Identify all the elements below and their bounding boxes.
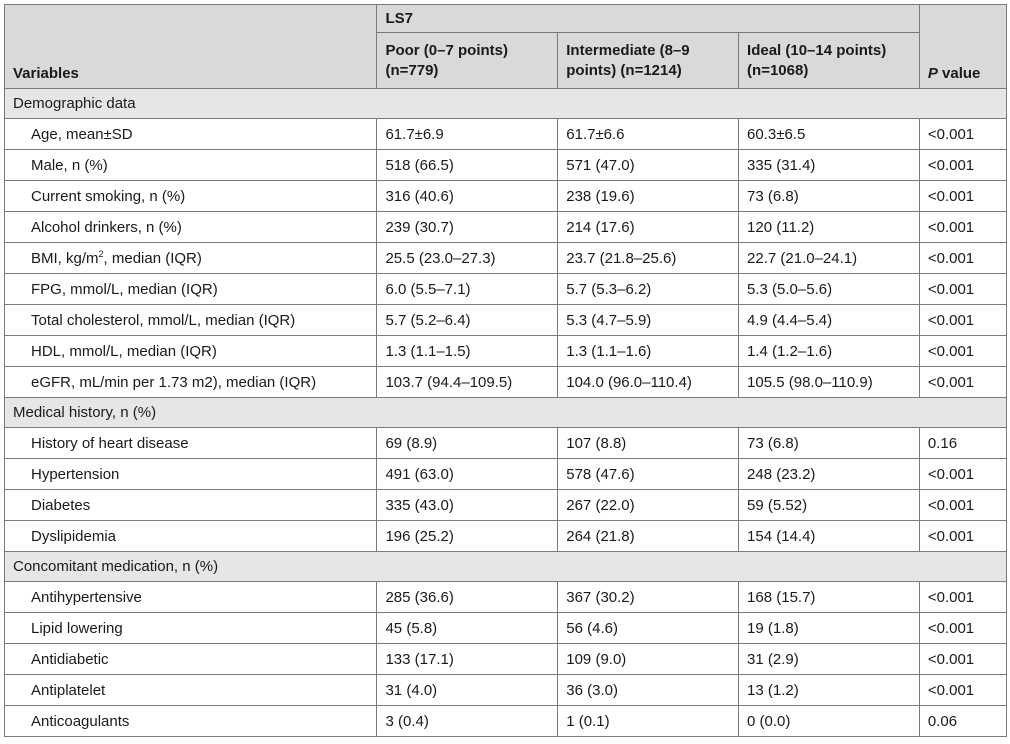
cell-poor: 25.5 (23.0–27.3) [377,243,558,274]
cell-intermediate: 264 (21.8) [558,521,739,552]
cell-ideal: 335 (31.4) [739,150,920,181]
variable-label: Lipid lowering [31,619,123,637]
cell-variable [5,119,377,150]
cell-p-value: <0.001 [919,336,1006,367]
cell-p-value: <0.001 [919,274,1006,305]
cell-ideal: 22.7 (21.0–24.1) [739,243,920,274]
cell-intermediate: 1 (0.1) [558,706,739,737]
cell-variable [5,490,377,521]
cell-intermediate: 56 (4.6) [558,613,739,644]
header-p-rest: value [937,65,981,82]
cell-ideal: 59 (5.52) [739,490,920,521]
variable-label: Male, n (%) [31,156,108,174]
cell-poor: 239 (30.7) [377,212,558,243]
variable-label: Anticoagulants [31,712,130,730]
cell-p-value: <0.001 [919,459,1006,490]
variable-label: Hypertension [31,465,120,483]
table-row [5,367,1007,398]
table-row [5,644,1007,675]
cell-poor: 5.7 (5.2–6.4) [377,305,558,336]
variable-label: FPG, mmol/L, median (IQR) [31,280,218,298]
cell-intermediate: 5.7 (5.3–6.2) [558,274,739,305]
cell-variable [5,181,377,212]
variable-label: Age, mean±SD [31,125,133,143]
cell-p-value: <0.001 [919,582,1006,613]
baseline-characteristics-table [4,4,1007,737]
cell-variable [5,367,377,398]
cell-poor: 518 (66.5) [377,150,558,181]
cell-p-value: <0.001 [919,613,1006,644]
cell-poor: 31 (4.0) [377,675,558,706]
cell-intermediate: 109 (9.0) [558,644,739,675]
cell-intermediate: 1.3 (1.1–1.6) [558,336,739,367]
table-row [5,582,1007,613]
header-p-value [919,5,1006,89]
table-row [5,305,1007,336]
cell-intermediate: 104.0 (96.0–110.4) [558,367,739,398]
cell-variable [5,212,377,243]
cell-poor: 61.7±6.9 [377,119,558,150]
cell-ideal: 5.3 (5.0–5.6) [739,274,920,305]
variable-label: History of heart disease [31,434,189,452]
cell-p-value: <0.001 [919,305,1006,336]
table-row [5,150,1007,181]
cell-variable [5,459,377,490]
cell-poor: 6.0 (5.5–7.1) [377,274,558,305]
cell-p-value: <0.001 [919,119,1006,150]
table-row [5,212,1007,243]
cell-p-value: <0.001 [919,181,1006,212]
header-intermediate: Intermediate (8–9 points) (n=1214) [558,33,739,89]
cell-variable [5,274,377,305]
cell-poor: 285 (36.6) [377,582,558,613]
table-row [5,521,1007,552]
cell-intermediate: 571 (47.0) [558,150,739,181]
variable-label: eGFR, mL/min per 1.73 m2), median (IQR) [31,373,317,391]
variable-label-superscript: 2 [98,248,104,259]
cell-ideal: 19 (1.8) [739,613,920,644]
table-row [5,490,1007,521]
cell-variable [5,336,377,367]
cell-intermediate: 5.3 (4.7–5.9) [558,305,739,336]
table-row [5,675,1007,706]
cell-ideal: 120 (11.2) [739,212,920,243]
cell-ideal: 73 (6.8) [739,181,920,212]
variable-label: Antidiabetic [31,650,109,668]
cell-ideal: 0 (0.0) [739,706,920,737]
cell-variable [5,150,377,181]
cell-variable [5,243,377,274]
cell-poor: 103.7 (94.4–109.5) [377,367,558,398]
variable-label: Current smoking, n (%) [31,187,186,205]
cell-ideal: 248 (23.2) [739,459,920,490]
cell-poor: 335 (43.0) [377,490,558,521]
variable-label: Total cholesterol, mmol/L, median (IQR) [31,311,296,329]
table-row [5,613,1007,644]
header-ls7-group: LS7 [377,5,919,33]
header-ideal: Ideal (10–14 points) (n=1068) [739,33,920,89]
section-title: Demographic data [5,89,1007,119]
cell-ideal: 73 (6.8) [739,428,920,459]
cell-intermediate: 267 (22.0) [558,490,739,521]
variable-label: BMI, kg/m [31,249,99,267]
cell-variable [5,428,377,459]
cell-intermediate: 578 (47.6) [558,459,739,490]
cell-ideal: 168 (15.7) [739,582,920,613]
variable-label: HDL, mmol/L, median (IQR) [31,342,217,360]
cell-p-value: <0.001 [919,521,1006,552]
cell-p-value: <0.001 [919,644,1006,675]
variable-label: Diabetes [31,496,91,514]
table-row [5,706,1007,737]
cell-variable [5,521,377,552]
header-poor: Poor (0–7 points) (n=779) [377,33,558,89]
cell-ideal: 31 (2.9) [739,644,920,675]
cell-p-value: 0.06 [919,706,1006,737]
cell-ideal: 4.9 (4.4–5.4) [739,305,920,336]
cell-poor: 196 (25.2) [377,521,558,552]
cell-p-value: <0.001 [919,367,1006,398]
table-row [5,274,1007,305]
table-row [5,181,1007,212]
table-row [5,119,1007,150]
cell-ideal: 154 (14.4) [739,521,920,552]
cell-intermediate: 61.7±6.6 [558,119,739,150]
cell-poor: 1.3 (1.1–1.5) [377,336,558,367]
section-title: Concomitant medication, n (%) [5,552,1007,582]
header-variables: Variables [5,5,377,89]
cell-poor: 69 (8.9) [377,428,558,459]
cell-intermediate: 367 (30.2) [558,582,739,613]
cell-p-value: 0.16 [919,428,1006,459]
cell-variable [5,675,377,706]
variable-label: Antihypertensive [31,588,142,606]
header-p-italic: P [927,65,938,82]
section-row [5,89,1007,119]
cell-p-value: <0.001 [919,243,1006,274]
cell-poor: 316 (40.6) [377,181,558,212]
cell-poor: 133 (17.1) [377,644,558,675]
variable-label-suffix: , median (IQR) [103,249,202,267]
cell-variable [5,305,377,336]
cell-ideal: 60.3±6.5 [739,119,920,150]
cell-intermediate: 214 (17.6) [558,212,739,243]
section-row [5,552,1007,582]
cell-intermediate: 23.7 (21.8–25.6) [558,243,739,274]
cell-poor: 45 (5.8) [377,613,558,644]
cell-intermediate: 36 (3.0) [558,675,739,706]
variable-label: Dyslipidemia [31,527,117,545]
table-body [5,89,1007,737]
table-container [4,4,1007,737]
cell-ideal: 1.4 (1.2–1.6) [739,336,920,367]
table-row [5,459,1007,490]
cell-poor: 3 (0.4) [377,706,558,737]
table-row [5,243,1007,274]
cell-variable [5,644,377,675]
cell-p-value: <0.001 [919,212,1006,243]
section-row [5,398,1007,428]
cell-poor: 491 (63.0) [377,459,558,490]
cell-intermediate: 107 (8.8) [558,428,739,459]
table-header [5,5,1007,89]
cell-variable [5,613,377,644]
table-row [5,336,1007,367]
variable-label: Antiplatelet [31,681,106,699]
cell-intermediate: 238 (19.6) [558,181,739,212]
variable-label: Alcohol drinkers, n (%) [31,218,182,236]
cell-ideal: 105.5 (98.0–110.9) [739,367,920,398]
cell-p-value: <0.001 [919,150,1006,181]
cell-p-value: <0.001 [919,675,1006,706]
cell-variable [5,706,377,737]
cell-p-value: <0.001 [919,490,1006,521]
section-title: Medical history, n (%) [5,398,1007,428]
cell-variable [5,582,377,613]
cell-ideal: 13 (1.2) [739,675,920,706]
table-row [5,428,1007,459]
